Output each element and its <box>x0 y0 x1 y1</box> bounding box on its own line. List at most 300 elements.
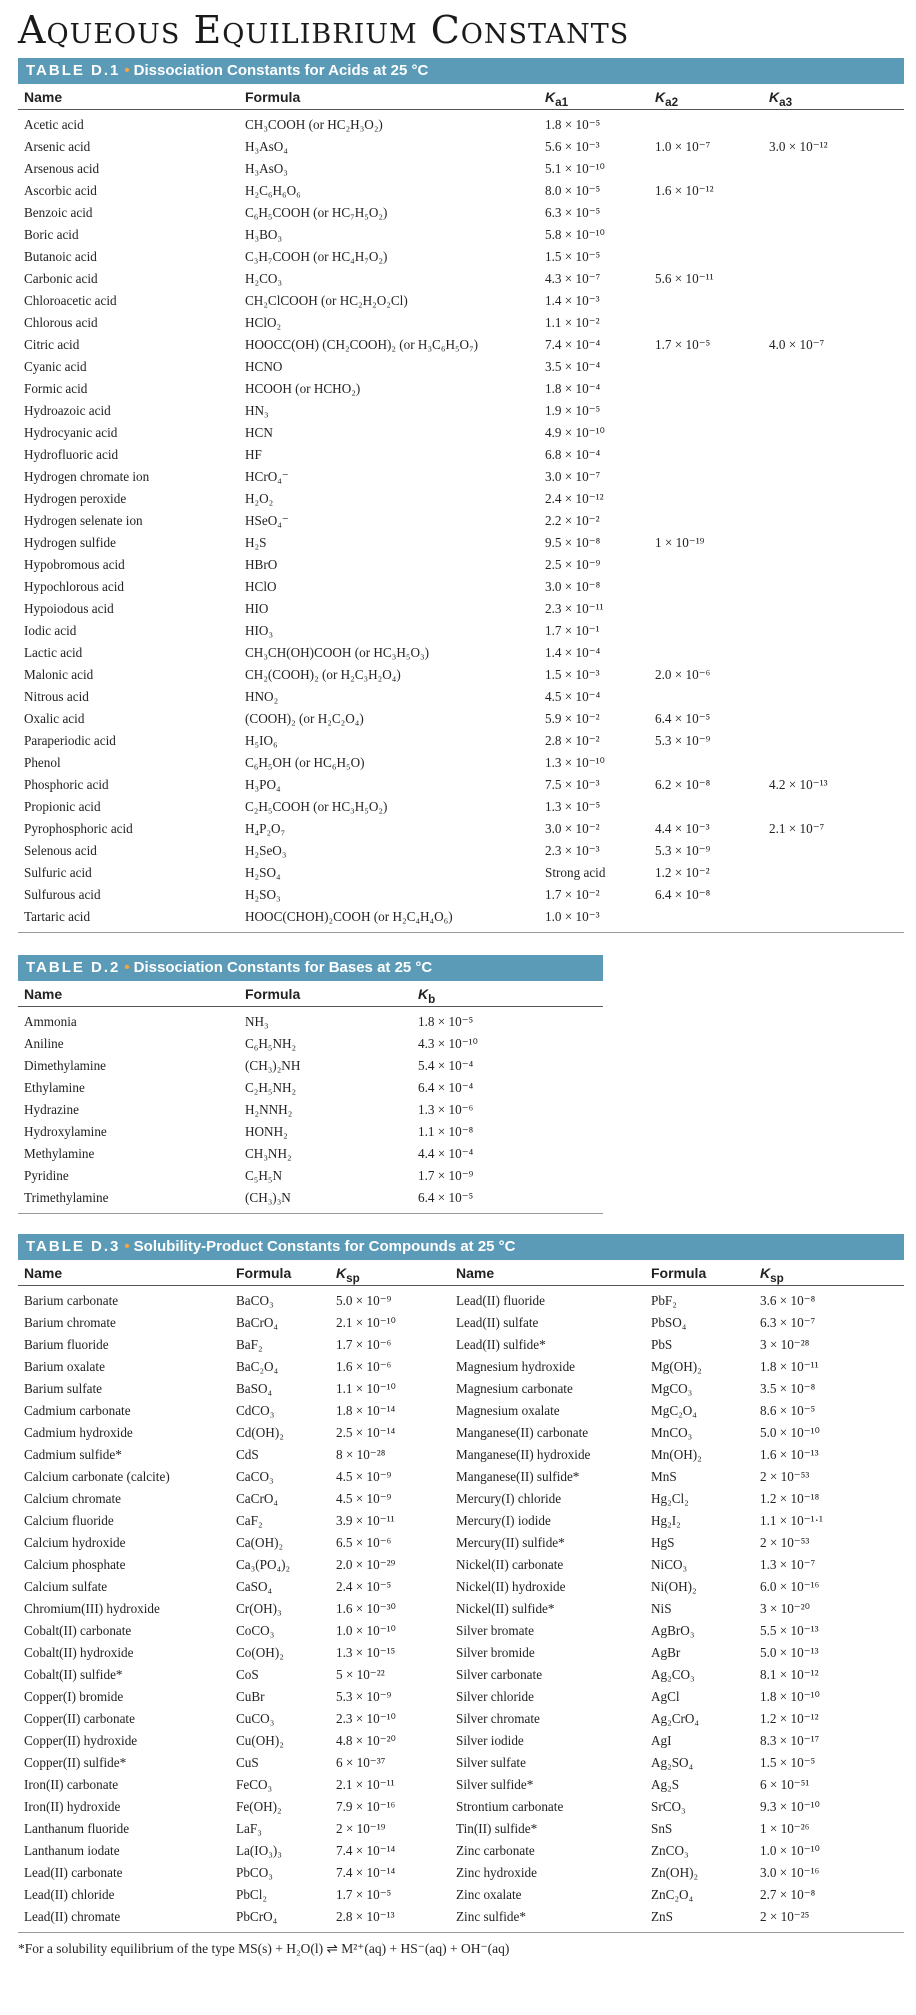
table-cell: CdCO₃ <box>236 1403 275 1418</box>
table-cell: 3 × 10⁻²⁸ <box>760 1337 810 1352</box>
table-row <box>18 1077 603 1099</box>
table-cell: 2.1 × 10⁻¹⁰ <box>336 1315 396 1330</box>
table-cell: Zinc oxalate <box>456 1887 522 1902</box>
table-cell: H₂CO₃ <box>245 271 283 286</box>
table-row <box>18 1378 904 1400</box>
table-row <box>18 1576 904 1598</box>
table-row <box>18 290 904 312</box>
table-cell: 5.3 × 10⁻⁹ <box>655 843 711 858</box>
table-cell: 8.6 × 10⁻⁵ <box>760 1403 816 1418</box>
table-cell: LaF₃ <box>236 1821 262 1836</box>
table-solubility-header <box>18 1234 904 1260</box>
table-cell: 2.8 × 10⁻² <box>545 733 600 748</box>
table-cell: 5.3 × 10⁻⁹ <box>655 733 711 748</box>
table-row <box>18 312 904 334</box>
table-cell: Strong acid <box>545 865 606 880</box>
table-cell: Boric acid <box>24 227 79 242</box>
table-cell: 6.4 × 10⁻⁴ <box>418 1080 474 1095</box>
table-cell: 1.2 × 10⁻¹⁸ <box>760 1491 820 1506</box>
table-cell: Manganese(II) hydroxide <box>456 1447 591 1462</box>
table-cell: 7.4 × 10⁻¹⁴ <box>336 1843 396 1858</box>
table-cell: HIO <box>245 601 269 616</box>
table-cell: Copper(I) bromide <box>24 1689 124 1704</box>
table-cell: HSeO₄⁻ <box>245 513 289 528</box>
table-cell: 7.4 × 10⁻⁴ <box>545 337 601 352</box>
table-row <box>18 334 904 356</box>
table-row <box>18 246 904 268</box>
table-cell: Silver chromate <box>456 1711 540 1726</box>
table-solubility <box>18 1234 904 1933</box>
table-cell: PbSO₄ <box>651 1315 687 1330</box>
table-caption: Dissociation Constants for Acids at 25 °C <box>133 62 429 79</box>
table-cell: Chlorous acid <box>24 315 98 330</box>
table-cell: 4.8 × 10⁻²⁰ <box>336 1733 396 1748</box>
table-cell: MnS <box>651 1469 677 1484</box>
table-cell: Mg(OH)₂ <box>651 1359 702 1374</box>
table-cell: 3.0 × 10⁻⁷ <box>545 469 601 484</box>
table-row <box>18 1033 603 1055</box>
table-cell: Oxalic acid <box>24 711 85 726</box>
table-cell: Paraperiodic acid <box>24 733 116 748</box>
table-cell: (CH₃)₂NH <box>245 1058 301 1073</box>
table-cell: 2.2 × 10⁻² <box>545 513 600 528</box>
table-row <box>18 1466 904 1488</box>
table-cell: Formic acid <box>24 381 88 396</box>
table-row <box>18 642 904 664</box>
table-cell: Pyridine <box>24 1168 69 1183</box>
table-cell: Calcium chromate <box>24 1491 122 1506</box>
table-row <box>18 1187 603 1209</box>
table-cell: 2.8 × 10⁻¹³ <box>336 1909 395 1924</box>
table-cell: 4.5 × 10⁻⁹ <box>336 1469 392 1484</box>
table-bases-header <box>18 955 603 981</box>
table-cell: 1.6 × 10⁻¹³ <box>760 1447 819 1462</box>
table-row <box>18 884 904 906</box>
table-cell: 1 × 10⁻²⁶ <box>760 1821 810 1836</box>
table-cell: Citric acid <box>24 337 80 352</box>
table-cell: C₆H₅OH (or HC₆H₅O) <box>245 755 365 770</box>
table-cell: 2.1 × 10⁻¹¹ <box>336 1777 395 1792</box>
table-cell: AgCl <box>651 1689 680 1704</box>
table-cell: 8 × 10⁻²⁸ <box>336 1447 386 1462</box>
table-cell: Lactic acid <box>24 645 83 660</box>
table-cell: 1.2 × 10⁻² <box>655 865 710 880</box>
table-cell: 2.5 × 10⁻⁹ <box>545 557 601 572</box>
table-cell: ZnS <box>651 1909 673 1924</box>
table-cell: 1.0 × 10⁻¹⁰ <box>760 1843 820 1858</box>
table-cell: HF <box>245 447 262 462</box>
table-cell: 1.0 × 10⁻⁷ <box>655 139 711 154</box>
table-cell: 4.9 × 10⁻¹⁰ <box>545 425 605 440</box>
table-cell: 5 × 10⁻²² <box>336 1667 385 1682</box>
table-cell: Ammonia <box>24 1014 77 1029</box>
table-cell: Tin(II) sulfide* <box>456 1821 538 1836</box>
table-cell: Barium chromate <box>24 1315 116 1330</box>
table-cell: C₆H₅COOH (or HC₇H₅O₂) <box>245 205 388 220</box>
table-row <box>18 708 904 730</box>
table-cell: Lanthanum iodate <box>24 1843 120 1858</box>
table-cell: Lead(II) chromate <box>24 1909 121 1924</box>
table-cell: Silver bromate <box>456 1623 535 1638</box>
table-row <box>18 1884 904 1906</box>
table-cell: C₂H₅COOH (or HC₃H₅O₂) <box>245 799 388 814</box>
table-cell: 1 × 10⁻¹⁹ <box>655 535 705 550</box>
table-cell: BaC₂O₄ <box>236 1359 279 1374</box>
col-formula-2: Formula <box>651 1265 707 1281</box>
table-cell: CH₂(COOH)₂ (or H₂C₃H₂O₄) <box>245 667 401 682</box>
table-cell: Calcium fluoride <box>24 1513 114 1528</box>
table-cell: Hydroazoic acid <box>24 403 111 418</box>
table-row <box>18 444 904 466</box>
table-row <box>18 862 904 884</box>
table-cell: 3.0 × 10⁻² <box>545 821 600 836</box>
table-cell: Zinc sulfide* <box>456 1909 526 1924</box>
table-cell: Hypoiodous acid <box>24 601 114 616</box>
table-row <box>18 1099 603 1121</box>
table-cell: 3.5 × 10⁻⁴ <box>545 359 601 374</box>
table-cell: 5.0 × 10⁻¹³ <box>760 1645 819 1660</box>
table-cell: H₃PO₄ <box>245 777 281 792</box>
table-cell: Cu(OH)₂ <box>236 1733 284 1748</box>
table-cell: 1.8 × 10⁻⁵ <box>545 117 601 132</box>
table-cell: Aniline <box>24 1036 64 1051</box>
table-cell: HgS <box>651 1535 675 1550</box>
table-cell: 5.0 × 10⁻¹⁰ <box>760 1425 820 1440</box>
table-cell: 5.6 × 10⁻³ <box>545 139 600 154</box>
table-cell: HBrO <box>245 557 278 572</box>
table-cell: 1.7 × 10⁻⁹ <box>418 1168 474 1183</box>
table-row <box>18 1290 904 1312</box>
table-row <box>18 620 904 642</box>
table-cell: 1.7 × 10⁻⁶ <box>336 1337 392 1352</box>
table-cell: 1.3 × 10⁻¹⁰ <box>545 755 605 770</box>
table-cell: Arsenous acid <box>24 161 100 176</box>
table-cell: HONH₂ <box>245 1124 288 1139</box>
table-row <box>18 268 904 290</box>
table-cell: 3.9 × 10⁻¹¹ <box>336 1513 395 1528</box>
table-cell: Copper(II) hydroxide <box>24 1733 138 1748</box>
table-cell: Benzoic acid <box>24 205 93 220</box>
table-cell: 1.8 × 10⁻⁵ <box>418 1014 474 1029</box>
table-cell: 8.1 × 10⁻¹² <box>760 1667 819 1682</box>
table-row <box>18 906 904 928</box>
table-cell: 1.4 × 10⁻³ <box>545 293 600 308</box>
table-row <box>18 818 904 840</box>
table-cell: Carbonic acid <box>24 271 98 286</box>
table-cell: (CH₃)₃N <box>245 1190 291 1205</box>
table-cell: 3.6 × 10⁻⁸ <box>760 1293 816 1308</box>
table-cell: Methylamine <box>24 1146 95 1161</box>
table-cell: Arsenic acid <box>24 139 91 154</box>
table-cell: Cobalt(II) hydroxide <box>24 1645 134 1660</box>
table-cell: 5.4 × 10⁻⁴ <box>418 1058 474 1073</box>
table-cell: 2.4 × 10⁻⁵ <box>336 1579 392 1594</box>
table-cell: C₂H₅NH₂ <box>245 1080 297 1095</box>
table-cell: Hydrazine <box>24 1102 79 1117</box>
table-cell: 2 × 10⁻⁵³ <box>760 1469 810 1484</box>
table-row <box>18 1554 904 1576</box>
table-cell: Nickel(II) hydroxide <box>456 1579 566 1594</box>
table-row <box>18 510 904 532</box>
table-cell: Calcium carbonate (calcite) <box>24 1469 170 1484</box>
table-cell: (COOH)₂ (or H₂C₂O₄) <box>245 711 364 726</box>
table-row <box>18 1422 904 1444</box>
table-row <box>18 1818 904 1840</box>
table-cell: 2 × 10⁻²⁵ <box>760 1909 810 1924</box>
table-cell: MgCO₃ <box>651 1381 693 1396</box>
table-cell: Hydrogen chromate ion <box>24 469 150 484</box>
table-cell: SrCO₃ <box>651 1799 686 1814</box>
table-cell: C₆H₅NH₂ <box>245 1036 297 1051</box>
table-cell: NH₃ <box>245 1014 269 1029</box>
table-cell: 5.8 × 10⁻¹⁰ <box>545 227 605 242</box>
table-cell: Co(OH)₂ <box>236 1645 284 1660</box>
table-cell: Chromium(III) hydroxide <box>24 1601 160 1616</box>
table-cell: Acetic acid <box>24 117 84 132</box>
table-cell: CaSO₄ <box>236 1579 273 1594</box>
table-cell: CH₂ClCOOH (or HC₂H₂O₂Cl) <box>245 293 408 308</box>
table-cell: 1.6 × 10⁻¹² <box>655 183 714 198</box>
table-cell: HNO₂ <box>245 689 279 704</box>
table-row <box>18 1165 603 1187</box>
table-cell: ZnC₂O₄ <box>651 1887 694 1902</box>
table-row <box>18 796 904 818</box>
table-cell: 1.6 × 10⁻³⁰ <box>336 1601 396 1616</box>
table-label: TABLE D.2 <box>26 959 121 976</box>
col-formula: Formula <box>245 89 301 105</box>
table-cell: HClO <box>245 579 277 594</box>
table-cell: Barium sulfate <box>24 1381 103 1396</box>
table-cell: 1.7 × 10⁻¹ <box>545 623 600 638</box>
col-ka1: $K_{a1}$ <box>545 89 569 109</box>
table-cell: Silver sulfide* <box>456 1777 534 1792</box>
table-cell: H₅IO₆ <box>245 733 278 748</box>
table-cell: 6 × 10⁻⁵¹ <box>760 1777 810 1792</box>
table-cell: CH₃CH(OH)COOH (or HC₃H₅O₃) <box>245 645 429 660</box>
table-cell: H₂SO₃ <box>245 887 281 902</box>
table-row <box>18 158 904 180</box>
table-row <box>18 1686 904 1708</box>
table-cell: 6.8 × 10⁻⁴ <box>545 447 601 462</box>
table-cell: 2.0 × 10⁻⁶ <box>655 667 711 682</box>
table-cell: 1.3 × 10⁻⁶ <box>418 1102 474 1117</box>
table-cell: AgBr <box>651 1645 681 1660</box>
table-cell: H₃AsO₃ <box>245 161 288 176</box>
table-cell: Cobalt(II) sulfide* <box>24 1667 123 1682</box>
table-cell: Hydrogen selenate ion <box>24 513 143 528</box>
table-cell: 6.4 × 10⁻⁸ <box>655 887 711 902</box>
table-row <box>18 1121 603 1143</box>
table-cell: H₂C₆H₆O₆ <box>245 183 301 198</box>
table-cell: Hydrofluoric acid <box>24 447 119 462</box>
table-cell: H₂S <box>245 535 267 550</box>
table-cell: Hydroxylamine <box>24 1124 107 1139</box>
col-formula: Formula <box>245 986 301 1002</box>
table-cell: 3.5 × 10⁻⁸ <box>760 1381 816 1396</box>
table-cell: Cadmium carbonate <box>24 1403 131 1418</box>
table-cell: Zn(OH)₂ <box>651 1865 699 1880</box>
table-cell: Hypochlorous acid <box>24 579 124 594</box>
table-cell: Lead(II) sulfide* <box>456 1337 546 1352</box>
table-cell: 3.0 × 10⁻⁸ <box>545 579 601 594</box>
table-cell: 1.6 × 10⁻⁶ <box>336 1359 392 1374</box>
table-cell: 8.0 × 10⁻⁵ <box>545 183 601 198</box>
table-cell: H₂NNH₂ <box>245 1102 293 1117</box>
table-cell: NiCO₃ <box>651 1557 688 1572</box>
table-cell: NiS <box>651 1601 672 1616</box>
table-row <box>18 752 904 774</box>
col-name: Name <box>24 986 63 1002</box>
table-cell: CdS <box>236 1447 259 1462</box>
table-cell: Hg₂Cl₂ <box>651 1491 689 1506</box>
table-cell: Propionic acid <box>24 799 101 814</box>
table-cell: Barium fluoride <box>24 1337 109 1352</box>
footnote: *For a solubility equilibrium of the type MS(s) + H₂O(l) ⇌ M²⁺(aq) + HS⁻(aq) + OH⁻(aq) <box>18 1941 510 1956</box>
table-cell: Barium carbonate <box>24 1293 119 1308</box>
table-cell: SnS <box>651 1821 673 1836</box>
table-cell: Fe(OH)₂ <box>236 1799 282 1814</box>
table-cell: Mercury(I) iodide <box>456 1513 551 1528</box>
table-cell: BaSO₄ <box>236 1381 273 1396</box>
col-ka2: $K_{a2}$ <box>655 89 679 109</box>
table-cell: MgC₂O₄ <box>651 1403 697 1418</box>
table-row <box>18 1840 904 1862</box>
table-cell: Trimethylamine <box>24 1190 109 1205</box>
table-cell: Silver bromide <box>456 1645 535 1660</box>
table-cell: 3.0 × 10⁻¹² <box>769 139 828 154</box>
table-cell: CaCO₃ <box>236 1469 274 1484</box>
table-cell: Cadmium sulfide* <box>24 1447 122 1462</box>
table-cell: Hg₂I₂ <box>651 1513 681 1528</box>
table-cell: PbCl₂ <box>236 1887 267 1902</box>
table-row <box>18 1906 904 1928</box>
table-cell: Selenous acid <box>24 843 97 858</box>
table-cell: HCrO₄⁻ <box>245 469 289 484</box>
table-cell: ZnCO₃ <box>651 1843 689 1858</box>
table-cell: Ca(OH)₂ <box>236 1535 284 1550</box>
table-row <box>18 1862 904 1884</box>
table-cell: 2 × 10⁻⁵³ <box>760 1535 810 1550</box>
table-cell: PbS <box>651 1337 673 1352</box>
table-cell: H₃BO₃ <box>245 227 283 242</box>
table-cell: Calcium sulfate <box>24 1579 108 1594</box>
col-ksp-2: $K_{sp}$ <box>760 1265 784 1285</box>
table-cell: 2.4 × 10⁻¹² <box>545 491 604 506</box>
table-cell: 1.1 × 10⁻¹·¹ <box>760 1513 823 1528</box>
table-cell: CoCO₃ <box>236 1623 275 1638</box>
table-cell: 1.7 × 10⁻⁵ <box>336 1887 392 1902</box>
table-cell: Butanoic acid <box>24 249 97 264</box>
table-row <box>18 136 904 158</box>
table-cell: HClO₂ <box>245 315 282 330</box>
table-cell: 1.1 × 10⁻² <box>545 315 600 330</box>
table-cell: Nitrous acid <box>24 689 89 704</box>
table-cell: 1.3 × 10⁻⁵ <box>545 799 601 814</box>
table-cell: Cadmium hydroxide <box>24 1425 133 1440</box>
table-cell: Cobalt(II) carbonate <box>24 1623 132 1638</box>
table-cell: Zinc hydroxide <box>456 1865 537 1880</box>
table-cell: Ca₃(PO₄)₂ <box>236 1557 291 1572</box>
col-kb: $K_b$ <box>418 986 436 1006</box>
table-cell: Chloroacetic acid <box>24 293 117 308</box>
table-row <box>18 1730 904 1752</box>
col-ka3: $K_{a3}$ <box>769 89 793 109</box>
table-cell: Barium oxalate <box>24 1359 105 1374</box>
table-cell: Phenol <box>24 755 61 770</box>
table-cell: 4.5 × 10⁻⁹ <box>336 1491 392 1506</box>
table-cell: HOOCC(OH) (CH₂COOH)₂ (or H₃C₆H₅O₇) <box>245 337 479 352</box>
table-row <box>18 664 904 686</box>
table-label: TABLE D.3 <box>26 1238 121 1255</box>
table-cell: Lanthanum fluoride <box>24 1821 130 1836</box>
table-cell: 2.3 × 10⁻¹⁰ <box>336 1711 396 1726</box>
column-headers <box>18 84 904 110</box>
table-cell: Ag₂S <box>651 1777 680 1792</box>
table-cell: Lead(II) carbonate <box>24 1865 123 1880</box>
table-row <box>18 466 904 488</box>
table-row <box>18 378 904 400</box>
table-row <box>18 532 904 554</box>
table-cell: 5.0 × 10⁻⁹ <box>336 1293 392 1308</box>
table-cell: 3.0 × 10⁻¹⁶ <box>760 1865 820 1880</box>
table-cell: 2.1 × 10⁻⁷ <box>769 821 825 836</box>
table-solubility-body <box>18 1286 904 1933</box>
table-cell: 2.3 × 10⁻¹¹ <box>545 601 604 616</box>
table-cell: BaF₂ <box>236 1337 263 1352</box>
table-acids-header <box>18 58 904 84</box>
table-cell: 9.3 × 10⁻¹⁰ <box>760 1799 820 1814</box>
table-label: TABLE D.1 <box>26 62 121 79</box>
table-cell: 1.5 × 10⁻⁵ <box>545 249 601 264</box>
table-row <box>18 1444 904 1466</box>
table-cell: 6.4 × 10⁻⁵ <box>655 711 711 726</box>
table-cell: 4.3 × 10⁻¹⁰ <box>418 1036 478 1051</box>
table-cell: H₄P₂O₇ <box>245 821 286 836</box>
table-row <box>18 598 904 620</box>
table-cell: Sulfurous acid <box>24 887 101 902</box>
table-cell: 5.3 × 10⁻⁹ <box>336 1689 392 1704</box>
table-caption: Dissociation Constants for Bases at 25 °C <box>133 959 433 976</box>
table-cell: H₂SeO₃ <box>245 843 287 858</box>
table-acids <box>18 58 904 933</box>
table-cell: CuS <box>236 1755 259 1770</box>
table-row <box>18 840 904 862</box>
table-cell: 2.5 × 10⁻¹⁴ <box>336 1425 396 1440</box>
table-row <box>18 114 904 136</box>
table-cell: 6.2 × 10⁻⁸ <box>655 777 711 792</box>
table-cell: Copper(II) sulfide* <box>24 1755 127 1770</box>
table-cell: Iodic acid <box>24 623 77 638</box>
table-cell: Silver carbonate <box>456 1667 543 1682</box>
table-cell: 7.9 × 10⁻¹⁶ <box>336 1799 396 1814</box>
table-cell: Tartaric acid <box>24 909 91 924</box>
table-cell: Magnesium hydroxide <box>456 1359 576 1374</box>
table-cell: CuCO₃ <box>236 1711 275 1726</box>
table-cell: 6.3 × 10⁻⁵ <box>545 205 601 220</box>
table-row <box>18 1356 904 1378</box>
table-cell: Phosphoric acid <box>24 777 109 792</box>
table-cell: 2.0 × 10⁻²⁹ <box>336 1557 396 1572</box>
table-cell: Mercury(I) chloride <box>456 1491 562 1506</box>
table-row <box>18 1620 904 1642</box>
table-cell: Calcium phosphate <box>24 1557 126 1572</box>
table-cell: CuBr <box>236 1689 265 1704</box>
table-cell: 1.8 × 10⁻¹⁰ <box>760 1689 820 1704</box>
table-cell: 1.9 × 10⁻⁵ <box>545 403 601 418</box>
table-cell: C₅H₅N <box>245 1168 283 1183</box>
table-cell: 1.8 × 10⁻⁴ <box>545 381 601 396</box>
table-cell: Ethylamine <box>24 1080 85 1095</box>
